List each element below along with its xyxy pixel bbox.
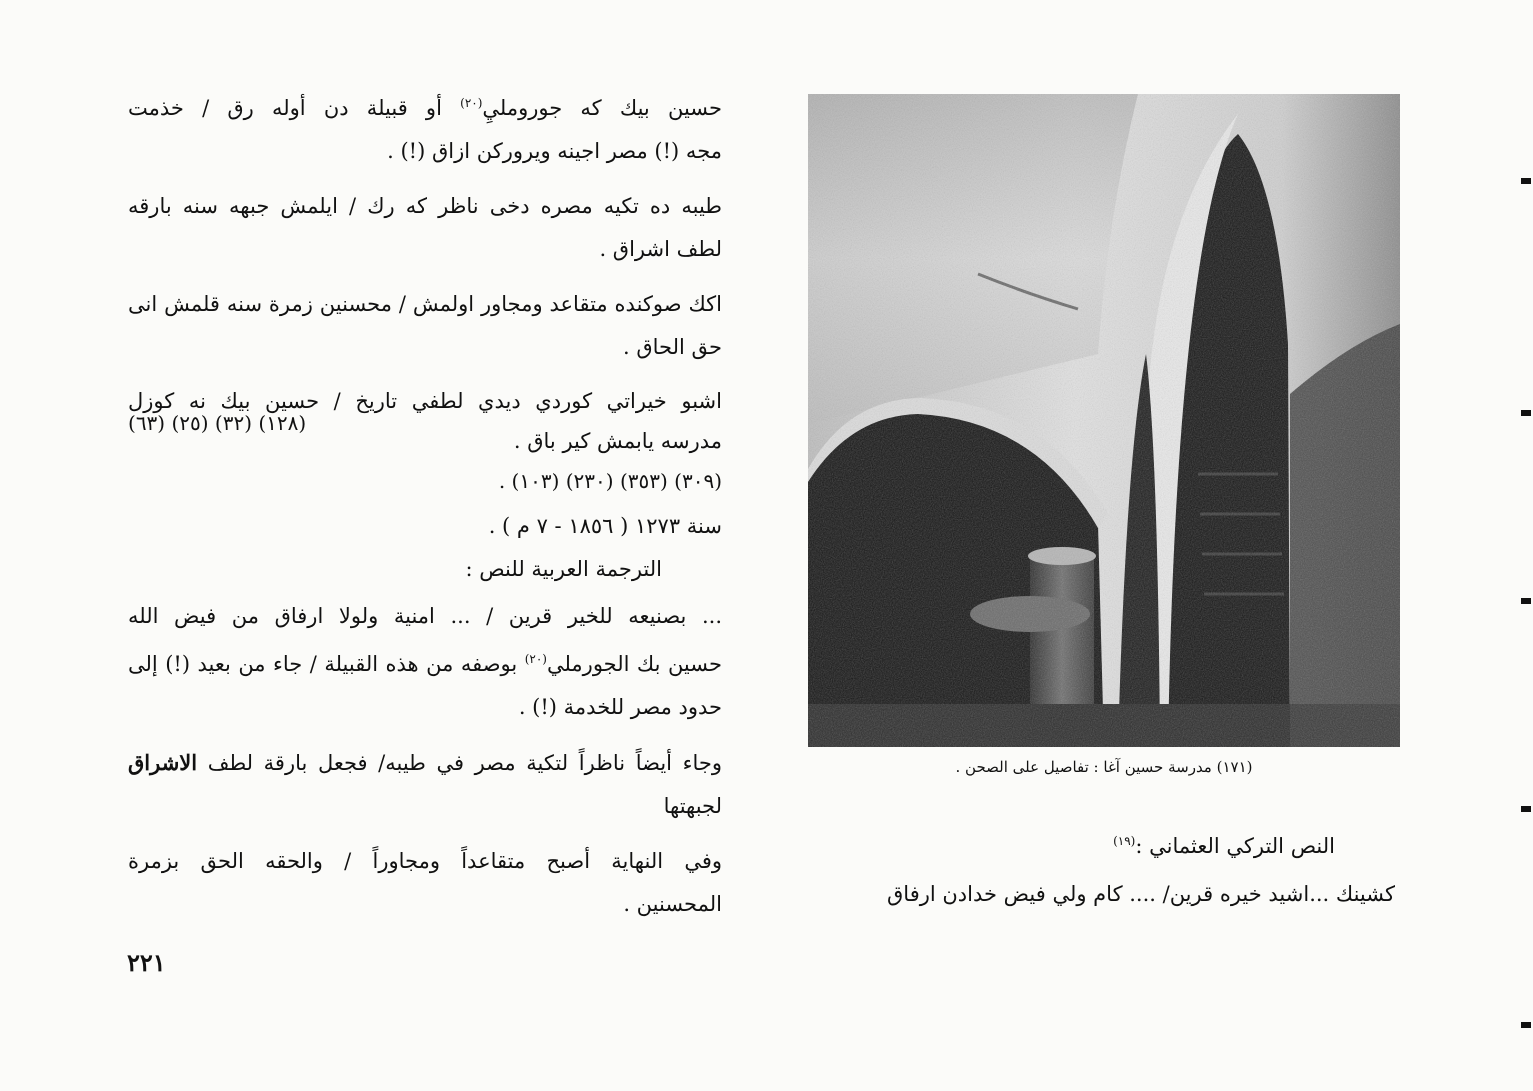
- text-line: ... بصنيعه للخير قرين / ... امنية ولولا ارفاق من فيض الله: [128, 604, 722, 628]
- chronogram-values: (١٢٨) (٣٢) (٢٥) (٦٣): [128, 411, 307, 435]
- paragraph-translation-2: [128, 741, 722, 828]
- turkish-text-line: كشينك ...اشيد خيره قرين/ .... كام ولي فيض خدادن ارفاق: [887, 882, 1395, 906]
- scan-edge-mark: [1521, 598, 1531, 604]
- text-line: حدود مصر للخدمة (!) .: [518, 695, 722, 719]
- paragraph-1: [128, 82, 722, 173]
- turkish-text-heading: النص التركي العثماني :$^{(١٩)}$: [1113, 834, 1335, 858]
- scan-edge-mark: [1521, 178, 1531, 184]
- text-line: سنة ١٢٧٣ ( ١٨٥٦ - ٧ م ) .: [488, 514, 722, 538]
- scan-edge-mark: [1521, 1022, 1531, 1028]
- scan-edge-mark: [1521, 806, 1531, 812]
- scan-edge-mark: [1521, 410, 1531, 416]
- text-line: لجبهتها: [663, 794, 722, 818]
- figure-caption: (١٧١) مدرسة حسين آغا : تفاصيل على الصحن .: [955, 758, 1253, 776]
- text-line: [128, 411, 722, 461]
- text-line-part: مدرسه يابمش كير باق .: [513, 429, 722, 453]
- text-line: الترجمة العربية للنص :: [465, 557, 662, 581]
- paragraph-2: [128, 185, 722, 271]
- text-line: حسين بك الجورملي$^{(٢٠)}$ بوصفه من هذه القبيلة / جاء من بعيد (!) إلى: [128, 652, 722, 676]
- paragraph-translation-3: [128, 840, 722, 926]
- photo-illustration: [808, 94, 1400, 747]
- bold-word: الاشراق: [128, 750, 198, 775]
- text-line: وفي النهاية أصبح متقاعداً ومجاوراً / والحقه الحق بزمرة: [128, 849, 722, 873]
- text-line: حسين بيك كه جورومليِ$^{(٢٠)}$ أو قبيلة دن أوله رق / خذمت: [128, 96, 722, 120]
- text-line: المحسنين .: [623, 892, 722, 916]
- text-line-part: وجاء أيضاً ناظراً لتكية مصر في طيبه/ فجعل بارقة لطف: [197, 751, 722, 775]
- page-number: ٢٢١: [127, 948, 166, 977]
- text-line: طيبه ده تكيه مصره دخى ناظر كه رك / ايلمش جبهه سنه بارقه: [128, 194, 722, 218]
- text-line: [128, 741, 722, 785]
- text-line: حق الحاق .: [622, 335, 722, 359]
- translation-heading: [128, 548, 722, 591]
- chronogram-values: (٣٠٩) (٣٥٣) (٢٣٠) (١٠٣) .: [498, 469, 722, 493]
- photo-grain: [808, 94, 1400, 747]
- madrasa-photograph: [808, 94, 1400, 747]
- paragraph-translation-1: [128, 595, 722, 729]
- date-line: [128, 505, 722, 548]
- text-line: اشبو خيراتي كوردي ديدي لطفي تاريخ / حسين بيك نه كوزل: [128, 389, 722, 413]
- text-line: مجه (!) مصر اجينه ويرورکن ازاق (!) .: [387, 139, 722, 163]
- chronogram-paragraph: [128, 381, 722, 501]
- arabic-text-column: [128, 82, 722, 938]
- text-line: لطف اشراق .: [599, 237, 722, 261]
- text-line: اكك صوكنده متقاعد ومجاور اولمش / محسنين زمرة سنه قلمش انى: [128, 292, 722, 316]
- paragraph-3: [128, 283, 722, 369]
